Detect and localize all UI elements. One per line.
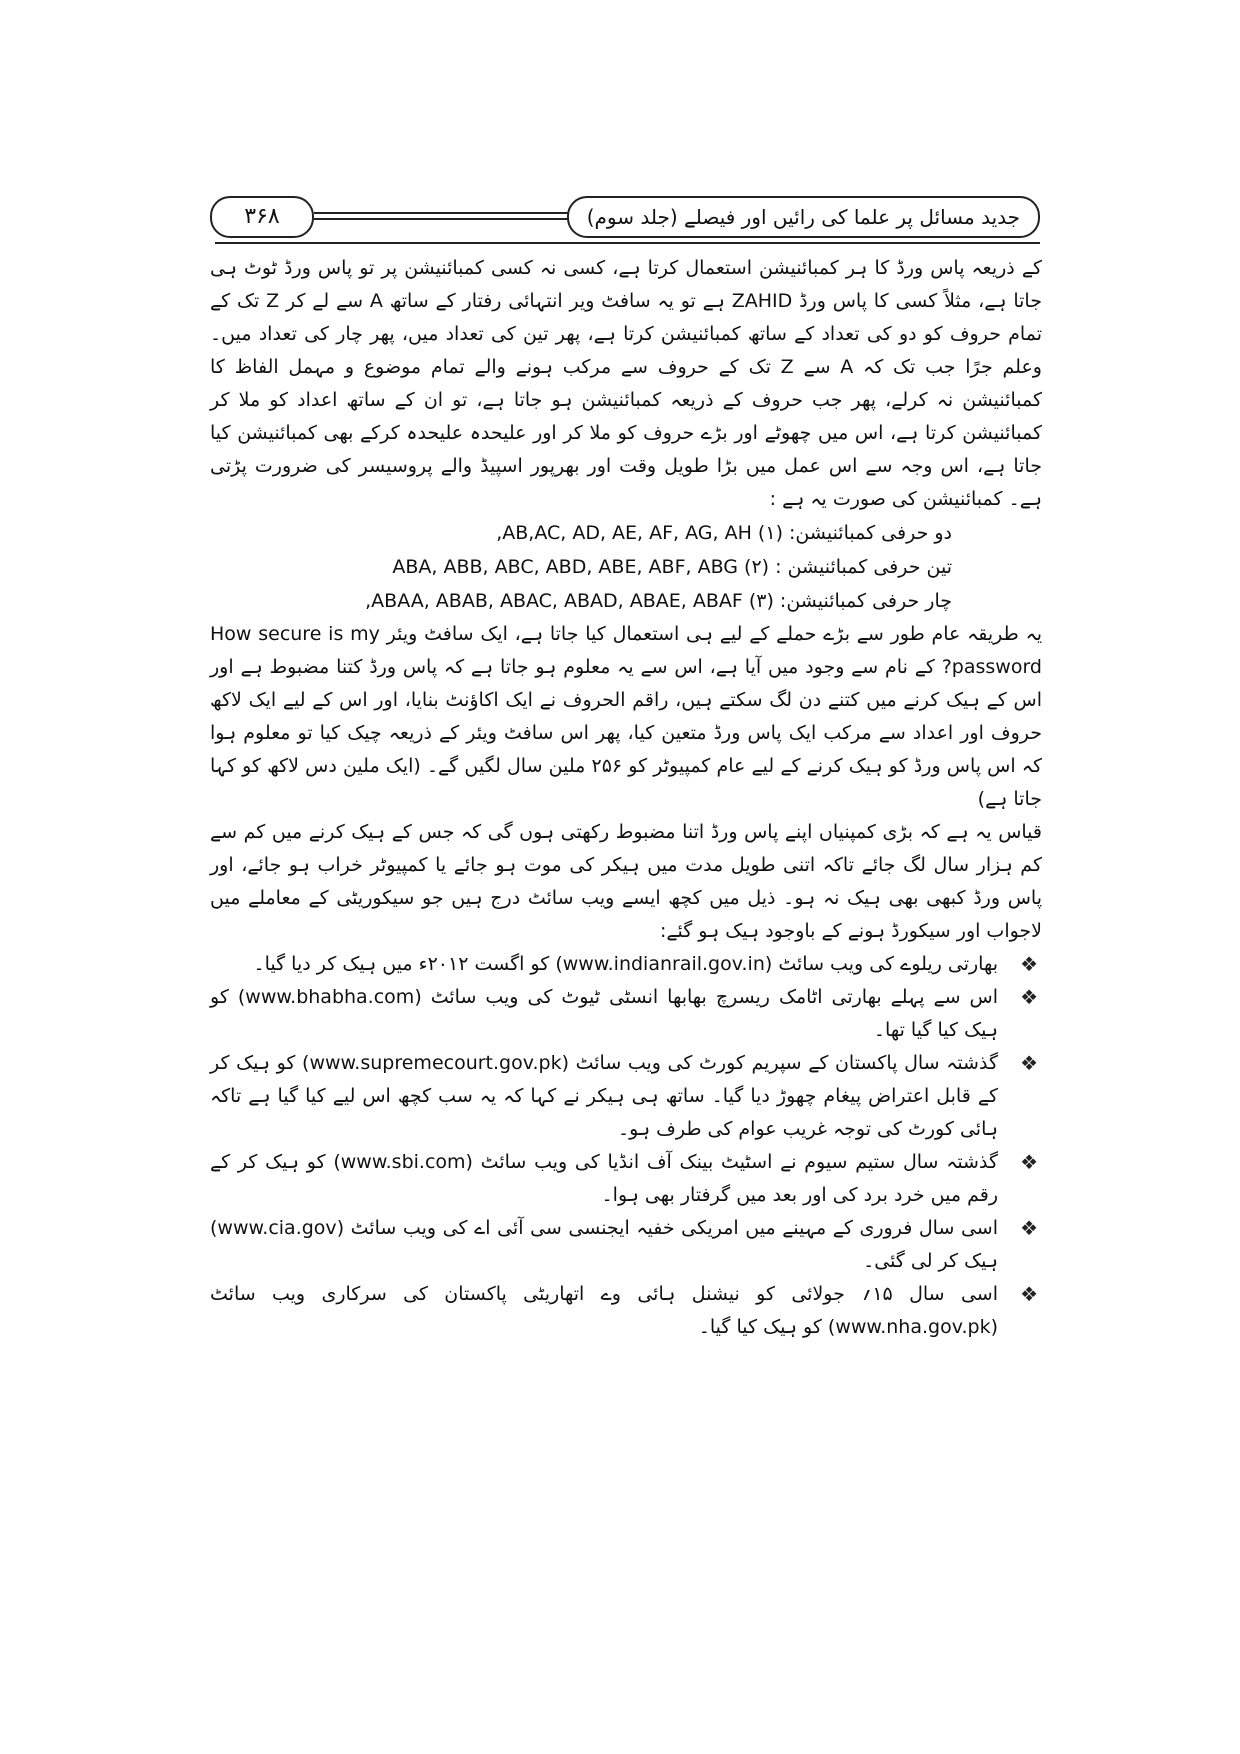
list-item: [210, 1212, 1042, 1278]
paragraph: یہ طریقہ عام طور سے بڑے حملے کے لیے ہی استعمال کیا جاتا ہے، ایک سافٹ ویئر How secure is my password? کے نام سے وجود میں آیا ہے، اس سے یہ معلوم ہو جاتا ہے کہ پاس ورڈ کتنا مضبوط ہے اور اس کے ہیک کرنے میں کتنے دن لگ سکتے ہیں، راقم الحروف نے ایک اکاؤنٹ بنایا، اور اس کے لیے ایک لاکھ حروف اور اعداد سے مرکب ایک پاس ورڈ متعین کیا، پھر اس سافٹ ویئر کے ذریعہ چیک کیا تو معلوم ہوا کہ اس پاس ورڈ کو ہیک کرنے کے لیے عام کمپیوٹر کو ۲۵۶ ملین سال لگیں گے۔ (ایک ملین دس لاکھ کو کہا جاتا ہے): [210, 623, 1042, 810]
list-item-text: گذشتہ سال ستیم سیوم نے اسٹیٹ بینک آف انڈیا کی ویب سائٹ (www.sbi.com) کو ہیک کر کے رقم میں خرد برد کی اور بعد میں گرفتار بھی ہوا۔: [210, 1151, 998, 1206]
diamond-bullet-icon: ❖: [1020, 985, 1038, 1009]
list-item-text: گذشتہ سال پاکستان کے سپریم کورٹ کی ویب سائٹ (www.supremecourt.gov.pk) کو ہیک کر کے قابل اعتراض پیغام چھوڑ دیا گیا۔ ساتھ ہی ہیکر نے کہا کہ یہ سب کچھ اس لیے کیا گیا ہے تاکہ ہائی کورٹ کی توجہ غریب عوام کی طرف ہو۔: [210, 1052, 998, 1140]
paragraph: قیاس یہ ہے کہ بڑی کمپنیاں اپنے پاس ورڈ اتنا مضبوط رکھتی ہوں گی کہ جس کے ہیک کرنے میں کم سے کم ہزار سال لگ جائے تاکہ اتنی طویل مدت میں ہیکر کی موت ہو جائے یا کمپیوٹر خراب ہو جائے، اور پاس ورڈ کبھی بھی ہیک نہ ہو۔ ذیل میں کچھ ایسے ویب سائٹ درج ہیں جو سیکوریٹی کے معاملے میں لاجواب اور سیکورڈ ہونے کے باوجود ہیک ہو گئے:: [210, 821, 1042, 942]
diamond-bullet-icon: ❖: [1020, 1282, 1038, 1306]
content-top-rule: [215, 242, 1040, 244]
hacked-sites-list: [210, 948, 1042, 1344]
diamond-bullet-icon: ❖: [1020, 952, 1038, 976]
combination-four-letter: چار حرفی کمبائنیشن: (۳) ABAA, ABAB, ABAC, ABAD, ABAE, ABAF,: [365, 590, 952, 612]
combination-three-letter: تین حرفی کمبائنیشن : (۲) ABA, ABB, ABC, ABD, ABE, ABF, ABG: [392, 556, 952, 578]
list-item: [210, 981, 1042, 1047]
list-item-text: اس سے پہلے بھارتی اٹامک ریسرچ بھابھا انسٹی ٹیوٹ کی ویب سائٹ (www.bhabha.com) کو ہیک کیا گیا تھا۔: [210, 986, 998, 1041]
diamond-bullet-icon: ❖: [1020, 1051, 1038, 1075]
list-item: [210, 948, 1042, 981]
combination-two-letter: دو حرفی کمبائنیشن: (۱) AB,AC, AD, AE, AF, AG, AH,: [496, 522, 952, 544]
list-item: [210, 1278, 1042, 1344]
page-header: [210, 196, 1040, 236]
list-item-text: اسی سال فروری کے مہینے میں امریکی خفیہ ایجنسی سی آئی اے کی ویب سائٹ (www.cia.gov) ہیک کر لی گئی۔: [210, 1217, 998, 1272]
paragraph: کے ذریعہ پاس ورڈ کا ہر کمبائنیشن استعمال کرتا ہے، کسی نہ کسی کمبائنیشن پر تو پاس ورڈ ٹوٹ ہی جاتا ہے، مثلاً کسی کا پاس ورڈ ZAHID ہے تو یہ سافٹ ویر انتہائی رفتار کے ساتھ A سے لے کر Z تک کے تمام حروف کو دو کی تعداد کے ساتھ کمبائنیشن کرتا ہے، پھر تین کی تعداد میں، پھر چار کی تعداد میں۔ وعلم جرًا جب تک کہ A سے Z تک کے حروف سے مرکب ہونے والے تمام موضوع و مہمل الفاظ کا کمبائنیشن نہ کرلے، پھر جب حروف کے ذریعہ کمبائنیشن ہو جاتا ہے، تو ان کے ساتھ اعداد کو ملا کر کمبائنیشن کرتا ہے، اس میں چھوٹے اور بڑے حروف کو ملا کر اور علیحدہ علیحدہ کرکے بھی کمبائنیشن کیا جاتا ہے، اس وجہ سے اس عمل میں بڑا طویل وقت اور بھرپور اسپیڈ والے پروسیسر کی ضرورت پڑتی ہے۔ کمبائنیشن کی صورت یہ ہے :: [210, 257, 1042, 510]
list-item: [210, 1146, 1042, 1212]
page-content: [210, 252, 1042, 1344]
list-item-text: اسی سال ۱۵؍ جولائی کو نیشنل ہائی وے اتھاریٹی پاکستان کی سرکاری ویب سائٹ (www.nha.gov.pk) کو ہیک کیا گیا۔: [210, 1283, 998, 1338]
diamond-bullet-icon: ❖: [1020, 1216, 1038, 1240]
list-item-text: بھارتی ریلوے کی ویب سائٹ (www.indianrail.gov.in) کو اگست ۲۰۱۲ء میں ہیک کر دیا گیا۔: [253, 953, 998, 975]
diamond-bullet-icon: ❖: [1020, 1150, 1038, 1174]
page-number: ۳۶۸: [210, 196, 314, 238]
list-item: [210, 1047, 1042, 1146]
book-title: جدید مسائل پر علما کی رائیں اور فیصلے (جلد سوم): [567, 196, 1040, 238]
